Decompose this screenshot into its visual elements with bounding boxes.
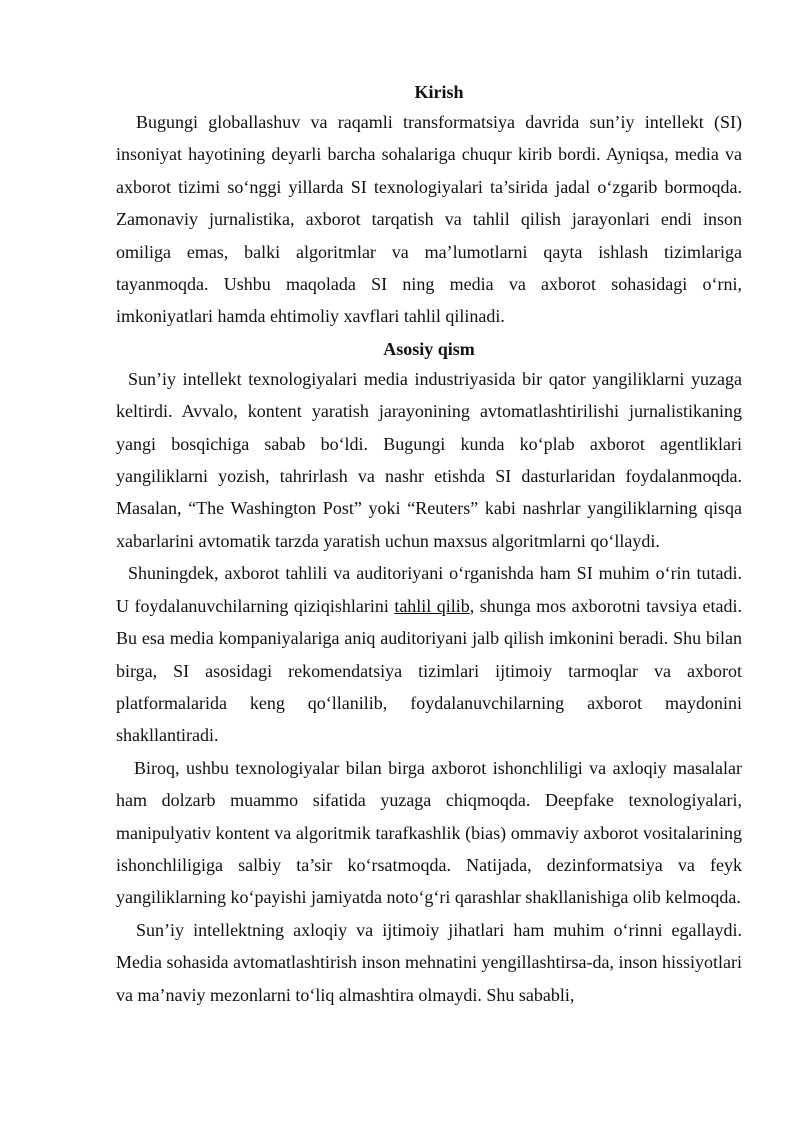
document-body xyxy=(116,78,742,1011)
heading-intro: Kirish xyxy=(414,82,464,102)
main-paragraph-3: Biroq, ushbu texnologiyalar bilan birga axborot ishonchliligi va axloqiy masalalar ham dolzarb muammo sifatida yuzaga chiqmoqda. Deepfake texnologiyalari, manipulyativ kontent va algoritmik tarafkashlik (bias) ommaviy axborot vositalarining ishonchliligiga salbiy ta’sir ko‘rsatmoqda. Natijada, dezinformatsiya va feyk yangiliklarning ko‘payishi jamiyatda noto‘g‘ri qarashlar shakllanishiga olib kelmoqda. xyxy=(116,757,742,908)
heading-main: Asosiy qism xyxy=(383,338,475,359)
intro-paragraph: Bugungi globallashuv va raqamli transformatsiya davrida sun’iy intellekt (SI) insoniyat hayotining deyarli barcha sohalariga chuqur kirib bordi. Ayniqsa, media va axborot tizimi so‘nggi yillarda SI texnologiyalari ta’sirida jadal o‘zgarib bormoqda. Zamonaviy jurnalistika, axborot tarqatish va tahlil qilish jarayonlari endi inson omiliga emas, balki algoritmlar va ma’lumotlarni qayta ishlash tizimlariga tayanmoqda. Ushbu maqolada SI ning media va axborot sohasidagi o‘rni, imkoniyatlari hamda ehtimoliy xavflari tahlil qilinadi. xyxy=(116,112,742,327)
main-paragraph-2 xyxy=(116,557,742,751)
main-paragraph-4: Sun’iy intellektning axloqiy va ijtimoiy jihatlari ham muhim o‘rinni egallaydi. Media sohasida avtomatlashtirish inson mehnatini yengillashtirsa-da, inson hissiyotlari va ma’naviy mezonlarni to‘liq almashtira olmaydi. Shu sababli, xyxy=(116,919,742,1005)
underlined-phrase: tahlil qilib xyxy=(394,595,470,616)
main-paragraph-2-end: , shunga mos axborotni tavsiya etadi. Bu esa media kompaniyalariga aniq auditoriyani jalb qilish imkonini beradi. Shu bilan birga, SI asosidagi rekomendatsiya tizimlari ijtimoiy tarmoqlar va axborot platformalarida keng qo‘llanilib, foydalanuvchilarning axborot maydonini shakllantiradi. xyxy=(116,595,742,746)
main-paragraph-1: Sun’iy intellekt texnologiyalari media industriyasida bir qator yangiliklarni yuzaga keltirdi. Avvalo, kontent yaratish jarayonining avtomatlashtirilishi jurnalistikaning yangi bosqichiga sabab bo‘ldi. Bugungi kunda ko‘plab axborot agentliklari yangiliklarni yozish, tahrirlash va nashr etishda SI dasturlaridan foydalanmoqda. Masalan, “The Washington Post” yoki “Reuters” kabi nashrlar yangiliklarning qisqa xabarlarini avtomatik tarzda yaratish uchun maxsus algoritmlarni qo‘llaydi. xyxy=(116,368,742,551)
main-paragraph-2-start: Shuningdek, axborot tahlili va auditoriyani o‘rganishda ham SI muhim o‘rin tutadi. U foydalanuvchilarning qiziqishlarini xyxy=(116,563,742,616)
